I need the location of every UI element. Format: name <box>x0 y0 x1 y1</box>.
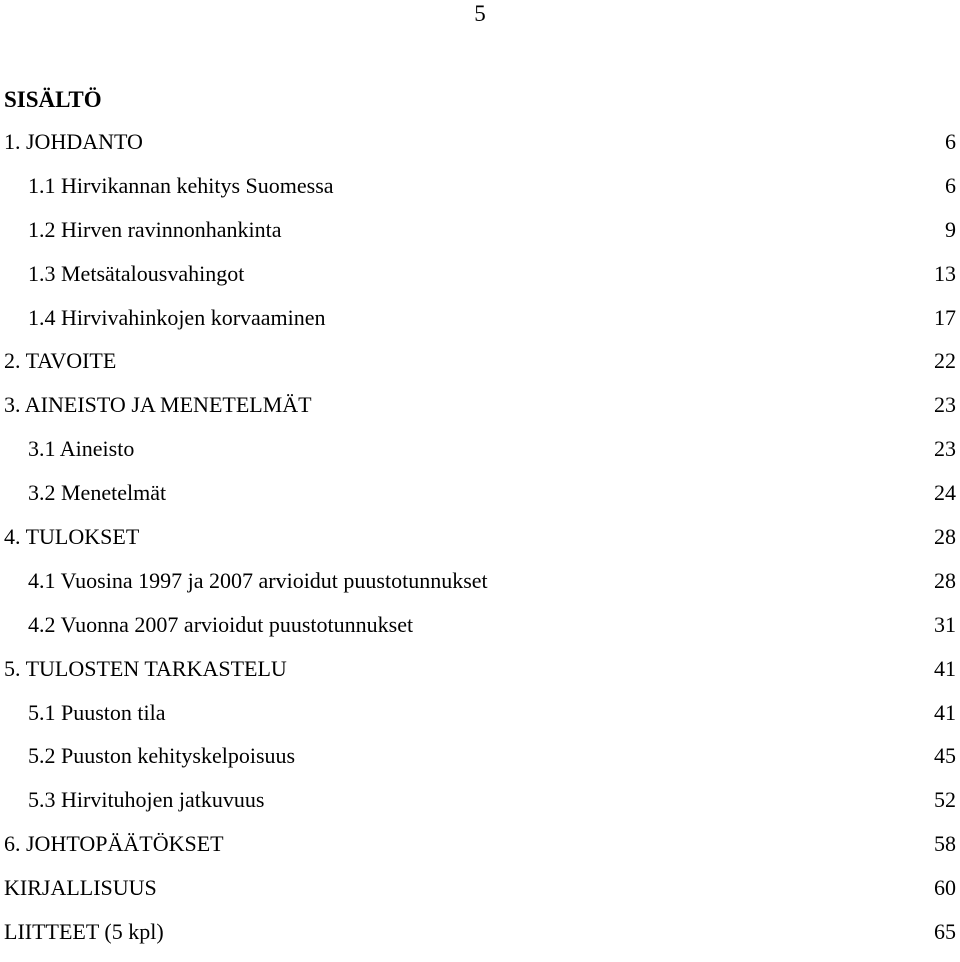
toc-entry <box>0 479 960 523</box>
toc-entry-label: LIITTEET (5 kpl) <box>4 919 164 945</box>
toc-entry <box>0 304 960 348</box>
toc-entry <box>0 128 960 172</box>
toc-entry-page: 24 <box>934 480 956 506</box>
toc-entry <box>0 391 960 435</box>
toc-entry <box>0 830 960 874</box>
toc-entry <box>0 523 960 567</box>
toc-entry <box>0 216 960 260</box>
toc-heading: SISÄLTÖ <box>4 87 102 112</box>
page-number: 5 <box>474 1 486 26</box>
toc-entry-label: 6. JOHTOPÄÄTÖKSET <box>4 831 224 857</box>
toc-entry <box>0 172 960 216</box>
toc-entry <box>0 655 960 699</box>
toc-entry-page: 6 <box>945 129 956 154</box>
toc-entry-label: 1.3 Metsätalousvahingot <box>28 260 245 286</box>
toc-entry-page: 6 <box>945 172 956 198</box>
toc-entry-label: 1.1 Hirvikannan kehitys Suomessa <box>28 172 334 198</box>
toc-entry-page: 45 <box>934 743 956 769</box>
toc-entry-label: 2. TAVOITE <box>4 348 117 374</box>
toc-entry <box>0 611 960 655</box>
toc-entry-label: 4.2 Vuonna 2007 arvioidut puustotunnukset <box>28 611 414 637</box>
toc-entry-label: 1.4 Hirvivahinkojen korvaaminen <box>28 304 326 330</box>
toc-entry <box>0 347 960 391</box>
toc-entry-label: 1. JOHDANTO <box>4 129 143 154</box>
toc-entry <box>0 742 960 786</box>
toc-entry-page: 41 <box>934 699 956 725</box>
toc-entry <box>0 435 960 479</box>
toc-entry-label: 4.1 Vuosina 1997 ja 2007 arvioidut puustotunnukset <box>28 567 488 593</box>
toc-entry-label: KIRJALLISUUS <box>4 875 157 901</box>
toc-entry-label: 4. TULOKSET <box>4 524 140 550</box>
toc-entry-page: 9 <box>945 216 956 242</box>
toc-entry-page: 22 <box>934 348 956 374</box>
toc-entry-page: 17 <box>934 304 956 330</box>
toc-entry-page: 23 <box>934 436 956 462</box>
toc-entry-label: 3. AINEISTO JA MENETELMÄT <box>4 392 312 418</box>
toc-entry-page: 13 <box>934 260 956 286</box>
toc-entry-page: 60 <box>934 875 956 901</box>
toc-entry <box>0 567 960 611</box>
toc-entry-label: 5.2 Puuston kehityskelpoisuus <box>28 743 296 769</box>
toc-entry <box>0 874 960 918</box>
toc-entry-page: 58 <box>934 831 956 857</box>
toc-entry-page: 23 <box>934 392 956 418</box>
toc-entry-label: 3.2 Menetelmät <box>28 480 167 506</box>
toc-entry-label: 1.2 Hirven ravinnonhankinta <box>28 216 282 242</box>
toc-entry <box>0 786 960 830</box>
table-of-contents <box>0 128 960 962</box>
toc-entry-page: 28 <box>934 567 956 593</box>
toc-entry <box>0 260 960 304</box>
toc-entry-page: 65 <box>934 919 956 945</box>
toc-entry-label: 5.3 Hirvituhojen jatkuvuus <box>28 787 265 813</box>
toc-entry-page: 41 <box>934 655 956 681</box>
toc-entry-page: 28 <box>934 524 956 550</box>
toc-entry-label: 5. TULOSTEN TARKASTELU <box>4 655 287 681</box>
toc-entry-label: 3.1 Aineisto <box>28 436 135 462</box>
toc-entry-label: 5.1 Puuston tila <box>28 699 166 725</box>
toc-entry-page: 31 <box>934 611 956 637</box>
toc-entry <box>0 918 960 962</box>
toc-entry <box>0 699 960 743</box>
toc-entry-page: 52 <box>934 787 956 813</box>
